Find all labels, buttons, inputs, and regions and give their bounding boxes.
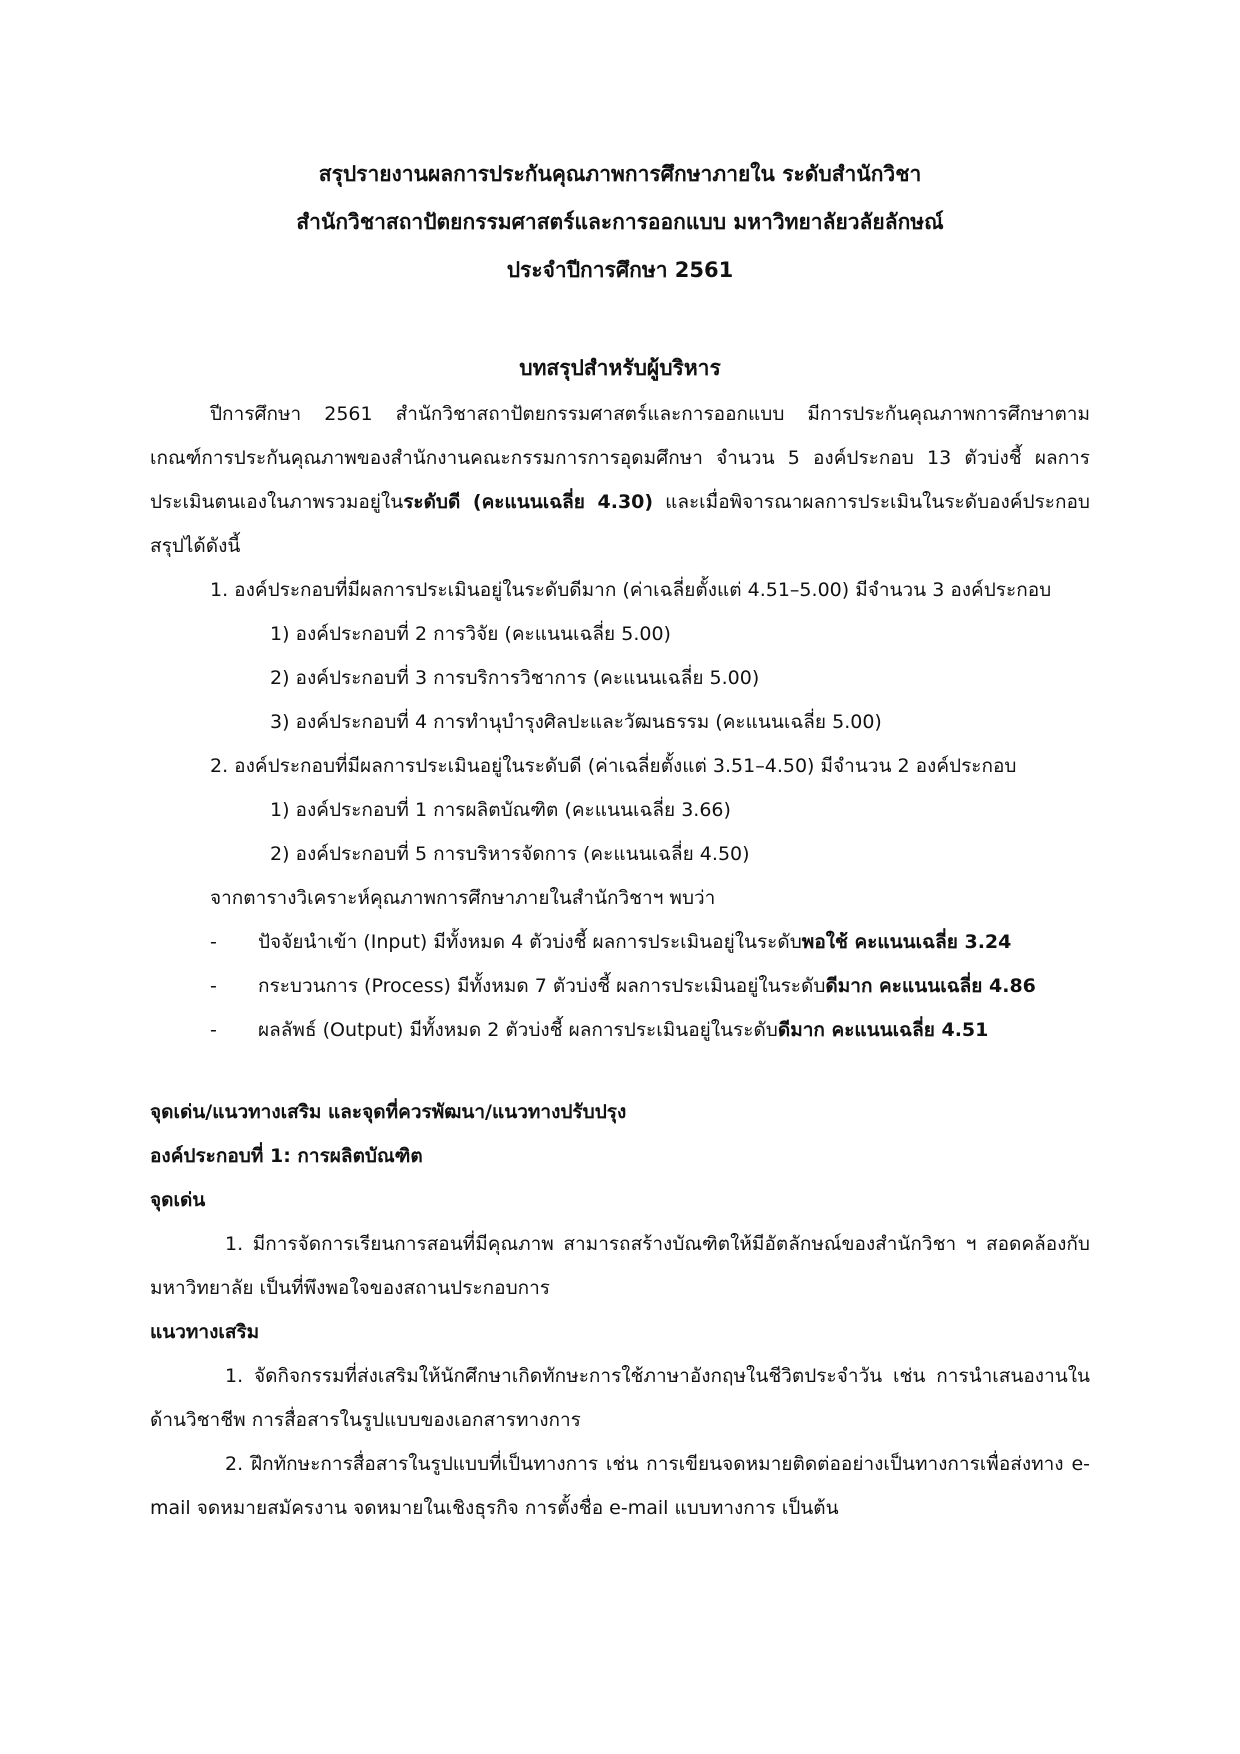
summary-intro	[150, 392, 1090, 568]
list-item: 1) องค์ประกอบที่ 2 การวิจัย (คะแนนเฉลี่ย 5.00)	[270, 623, 671, 645]
list-item: 2) องค์ประกอบที่ 3 การบริการวิชาการ (คะแนนเฉลี่ย 5.00)	[270, 667, 760, 689]
list-item: 2) องค์ประกอบที่ 5 การบริหารจัดการ (คะแนนเฉลี่ย 4.50)	[270, 843, 750, 865]
bullet-text: ผลลัพธ์ (Output) มีทั้งหมด 2 ตัวบ่งชี้ ผลการประเมินอยู่ในระดับ	[258, 1019, 778, 1041]
dash-bullet: -	[210, 975, 217, 997]
section-spacer	[150, 1052, 1090, 1090]
strength-item: 1. มีการจัดการเรียนการสอนที่มีคุณภาพ สามารถสร้างบัณฑิตให้มีอัตลักษณ์ของสำนักวิชา ฯ สอดคล้องกับมหาวิทยาลัย เป็นที่พึงพอใจของสถานประกอบการ	[150, 1233, 1090, 1299]
summary-intro-bold: ระดับดี (คะแนนเฉลี่ย 4.30)	[403, 491, 654, 513]
enhancement-item: 1. จัดกิจกรรมที่ส่งเสริมให้นักศึกษาเกิดทักษะการใช้ภาษาอังกฤษในชีวิตประจำวัน เช่น การนำเสนองานในด้านวิชาชีพ การสื่อสารในรูปแบบของเอกสารทางการ	[150, 1365, 1090, 1431]
summary-intro-text-b: และเมื่อพิจารณาผลการประเมินในระดับองค์ประกอบ สรุปได้ดังนี้	[150, 491, 1090, 557]
highlights-heading: จุดเด่น/แนวทางเสริม และจุดที่ควรพัฒนา/แนวทางปรับปรุง	[150, 1101, 627, 1123]
bullet-text: กระบวนการ (Process) มีทั้งหมด 7 ตัวบ่งชี้ ผลการประเมินอยู่ในระดับ	[258, 975, 826, 997]
analysis-intro: จากตารางวิเคราะห์คุณภาพการศึกษาภายในสำนักวิชาฯ พบว่า	[210, 887, 716, 909]
strengths-heading: จุดเด่น	[150, 1189, 206, 1211]
title-line-1: สรุปรายงานผลการประกันคุณภาพการศึกษาภายใน ระดับสำนักวิชา	[318, 162, 922, 186]
document-title	[150, 150, 1090, 294]
bullet-bold: พอใช้ คะแนนเฉลี่ย 3.24	[801, 931, 1012, 953]
dash-bullet: -	[210, 931, 217, 953]
bullet-bold: ดีมาก คะแนนเฉลี่ย 4.51	[777, 1019, 989, 1041]
component-1-heading: องค์ประกอบที่ 1: การผลิตบัณฑิต	[150, 1145, 423, 1167]
title-line-3: ประจำปีการศึกษา 2561	[506, 258, 734, 282]
bullet-bold: ดีมาก คะแนนเฉลี่ย 4.86	[825, 975, 1036, 997]
analysis-bullet-output	[150, 1008, 1090, 1052]
enhancement-item: 2. ฝึกทักษะการสื่อสารในรูปแบบที่เป็นทางการ เช่น การเขียนจดหมายติดต่ออย่างเป็นทางการเพื่อส่งทาง e-mail จดหมายสมัครงาน จดหมายในเชิงธุรกิจ การตั้งชื่อ e-mail แบบทางการ เป็นต้น	[150, 1453, 1090, 1519]
group-good-label: 2. องค์ประกอบที่มีผลการประเมินอยู่ในระดับดี (ค่าเฉลี่ยตั้งแต่ 3.51–4.50) มีจำนวน 2 องค์ประกอบ	[210, 755, 1017, 777]
dash-bullet: -	[210, 1019, 217, 1041]
enhancement-heading: แนวทางเสริม	[150, 1321, 260, 1343]
list-item: 3) องค์ประกอบที่ 4 การทำนุบำรุงศิลปะและวัฒนธรรม (คะแนนเฉลี่ย 5.00)	[270, 711, 882, 733]
analysis-bullet-process	[150, 964, 1090, 1008]
bullet-text: ปัจจัยนำเข้า (Input) มีทั้งหมด 4 ตัวบ่งชี้ ผลการประเมินอยู่ในระดับ	[258, 931, 802, 953]
list-item: 1) องค์ประกอบที่ 1 การผลิตบัณฑิต (คะแนนเฉลี่ย 3.66)	[270, 799, 731, 821]
analysis-bullet-input	[150, 920, 1090, 964]
title-line-2: สำนักวิชาสถาปัตยกรรมศาสตร์และการออกแบบ มหาวิทยาลัยวลัยลักษณ์	[296, 210, 944, 234]
group-excellent-label: 1. องค์ประกอบที่มีผลการประเมินอยู่ในระดับดีมาก (ค่าเฉลี่ยตั้งแต่ 4.51–5.00) มีจำนวน 3 องค์ประกอบ	[210, 579, 1052, 601]
summary-intro-text-a: ปีการศึกษา 2561 สำนักวิชาสถาปัตยกรรมศาสตร์และการออกแบบ มีการประกันคุณภาพการศึกษาตามเกณฑ์การประกันคุณภาพของสำนักงานคณะกรรมการการอุดมศึกษา จำนวน 5 องค์ประกอบ 13 ตัวบ่งชี้ ผลการประเมินตนเองในภาพรวมอยู่ใน	[150, 403, 1090, 513]
summary-heading: บทสรุปสำหรับผู้บริหาร	[519, 356, 721, 380]
